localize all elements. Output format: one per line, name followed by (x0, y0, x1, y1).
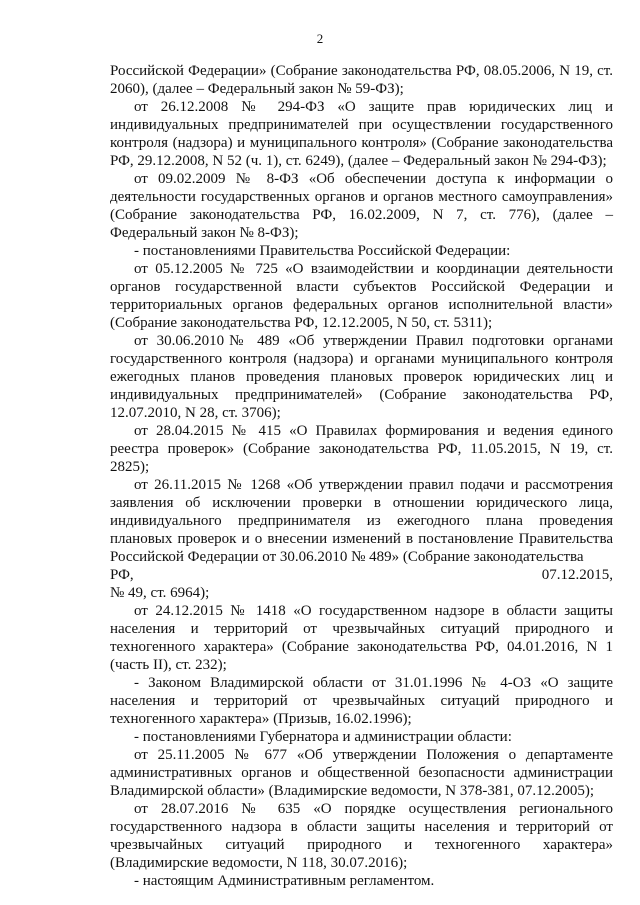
paragraph-vladimir-law-4oz: - Законом Владимирской области от 31.01.1996 № 4-ОЗ «О защите населения и территорий от чрезвычайных ситуаций природного и техногенного характера» (Призыв, 16.02.1996); (110, 675, 613, 727)
paragraph-resolution-1418: от 24.12.2015 № 1418 «О государственном надзоре в области защиты населения и территорий от чрезвычайных ситуаций природного и техногенного характера» (Собрание законодательства РФ, 04.01.2016, N 1 (часть II), ст. 232); (110, 603, 613, 673)
paragraph-law-8fz: от 09.02.2009 № 8-ФЗ «Об обеспечении доступа к информации о деятельности государственных органов и органов местного самоуправления» (Собрание законодательства РФ, 16.02.2009, N 7, ст. 776), (далее – Федеральный закон № 8-ФЗ); (110, 171, 613, 241)
paragraph-governor-resolutions-heading: - постановлениями Губернатора и администрации области: (134, 729, 512, 745)
document-body (110, 62, 613, 890)
split-line-right: 07.12.2015, (541, 567, 613, 583)
paragraph-resolution-1268: от 26.11.2015 № 1268 «Об утверждении правил подачи и рассмотрения заявления об исключении проверки в отношении юридического лица, индивидуального предпринимателя из ежегодного плана проведения плановых проверок и о внесении изменений в постановление Правительства Российской Федерации от 30.06.2010 № 489» (Собрание законодательства (110, 477, 613, 565)
paragraph-government-resolutions-heading: - постановлениями Правительства Российской Федерации: (134, 243, 511, 259)
paragraph-resolution-725: от 05.12.2005 № 725 «О взаимодействии и координации деятельности органов государственной власти субъектов Российской Федерации и территориальных органов федеральных органов исполнительной власти» (Собрание законодательства РФ, 12.12.2005, N 50, ст. 5311); (110, 261, 613, 331)
page-number: 2 (316, 31, 324, 46)
split-line (110, 566, 613, 584)
split-line-left: РФ, (110, 567, 134, 583)
paragraph-resolution-635: от 28.07.2016 № 635 «О порядке осуществления регионального государственного надзора в области защиты населения и территорий от чрезвычайных ситуаций природного и техногенного характера» (Владимирские ведомости, N 118, 30.07.2016); (110, 801, 613, 871)
paragraph-law-59fz-tail: Российской Федерации» (Собрание законодательства РФ, 08.05.2006, N 19, ст. 2060), (далее – Федеральный закон № 59-ФЗ); (110, 63, 613, 97)
paragraph-resolution-415: от 28.04.2015 № 415 «О Правилах формирования и ведения единого реестра проверок» (Собрание законодательства РФ, 11.05.2015, N 19, ст. 2825); (110, 423, 613, 475)
paragraph-administrative-regulation: - настоящим Административным регламентом. (134, 873, 435, 889)
paragraph-law-294fz: от 26.12.2008 № 294-ФЗ «О защите прав юридических лиц и индивидуальных предпринимателей при осуществлении государственного контроля (надзора) и муниципального контроля» (Собрание законодательства РФ, 29.12.2008, N 52 (ч. 1), ст. 6249), (далее – Федеральный закон № 294-ФЗ); (110, 99, 613, 169)
paragraph-resolution-1268-tail: № 49, ст. 6964); (110, 585, 210, 601)
paragraph-resolution-489: от 30.06.2010№ 489 «Об утверждении Правил подготовки органами государственного контроля (надзора) и органами муниципального контроля ежегодных планов проведения плановых проверок юридических лиц и индивидуальных предпринимателей» (Собрание законодательства РФ, 12.07.2010, N 28, ст. 3706); (110, 333, 613, 421)
paragraph-resolution-677: от 25.11.2005 № 677 «Об утверждении Положения о департаменте административных органов и общественной безопасности администрации Владимирской области» (Владимирские ведомости, N 378-381, 07.12.2005); (110, 747, 613, 799)
